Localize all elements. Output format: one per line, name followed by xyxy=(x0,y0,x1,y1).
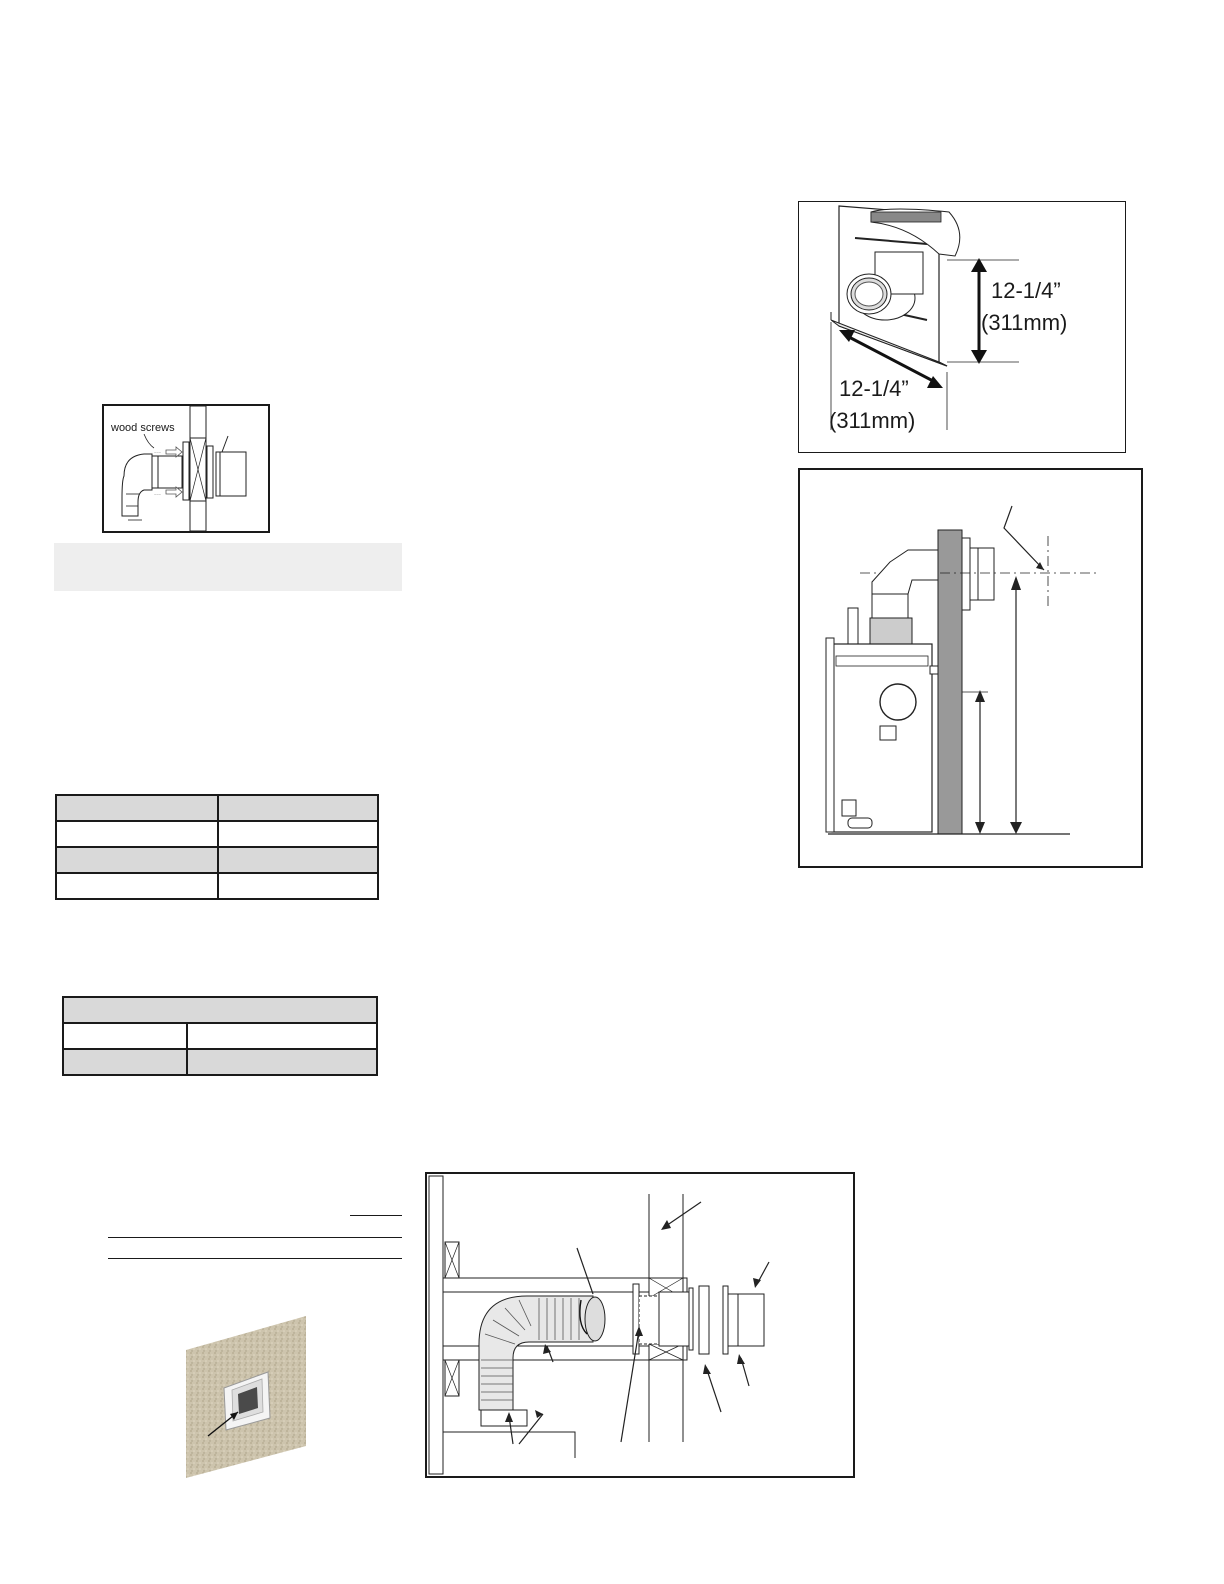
table-row xyxy=(56,847,378,873)
vent-kit-exploded-figure xyxy=(425,1172,855,1478)
table-header xyxy=(63,997,377,1023)
form-line xyxy=(350,1215,402,1216)
table-cell xyxy=(56,847,218,873)
table-row xyxy=(56,821,378,847)
table-cell xyxy=(218,873,378,899)
wood-screws-label: wood screws xyxy=(111,422,175,434)
table-row xyxy=(63,1049,377,1075)
vertical-dimension-metric: (311mm) xyxy=(981,310,1068,335)
form-line xyxy=(108,1237,402,1238)
form-line xyxy=(108,1258,402,1259)
table-cell xyxy=(56,821,218,847)
table-cell xyxy=(63,1049,187,1075)
horizontal-dimension-value: 12-1/4” xyxy=(839,376,909,401)
table-row xyxy=(56,873,378,899)
table-cell xyxy=(218,821,378,847)
heater-side-view-drawing xyxy=(800,470,1141,866)
heater-side-view-figure xyxy=(798,468,1143,868)
caption-bar xyxy=(54,543,402,591)
svg-text:~~~: ~~~ xyxy=(154,450,162,455)
spec-table-two xyxy=(62,996,378,1076)
table-cell xyxy=(56,873,218,899)
vertical-dimension-value: 12-1/4” xyxy=(991,278,1061,303)
table-header-row xyxy=(63,997,377,1023)
table-cell xyxy=(218,847,378,873)
spec-table-one xyxy=(55,794,379,900)
table-cell xyxy=(187,1023,377,1049)
wood-screws-figure xyxy=(102,404,270,533)
svg-text:~~~: ~~~ xyxy=(154,492,162,497)
horizontal-dimension-metric: (311mm) xyxy=(829,408,916,433)
table-row xyxy=(56,795,378,821)
table-cell xyxy=(63,1023,187,1049)
table-cell xyxy=(218,795,378,821)
table-row xyxy=(63,1023,377,1049)
wall-opening-illustration xyxy=(184,1316,310,1480)
table-cell xyxy=(56,795,218,821)
vent-kit-drawing xyxy=(427,1174,853,1476)
terminal-dimension-figure xyxy=(798,201,1126,453)
table-cell xyxy=(187,1049,377,1075)
